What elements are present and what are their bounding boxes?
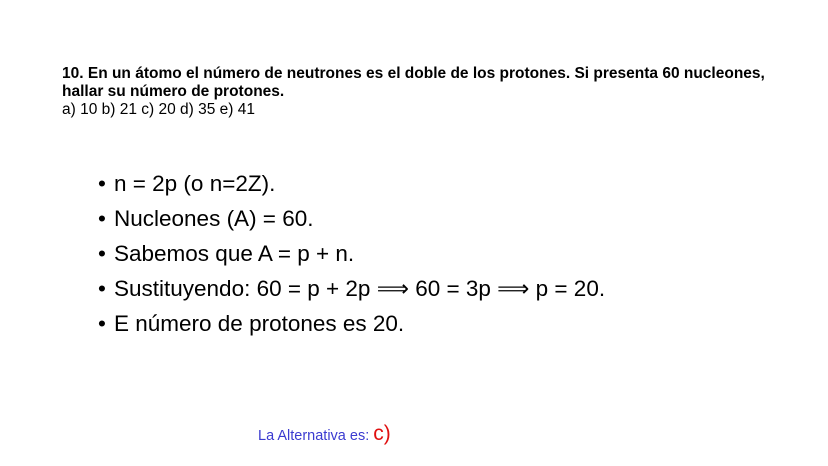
bullet-icon: •	[98, 241, 106, 266]
solution-step	[98, 201, 605, 236]
solution-step	[98, 271, 605, 306]
bullet-icon: •	[98, 276, 106, 301]
solution-step-text: Sabemos que A = p + n.	[114, 241, 355, 266]
solution-step-text: E número de protones es 20.	[114, 311, 405, 336]
question-title: 10. En un átomo el número de neutrones es el doble de los protones. Si presenta 60 nucleones, hallar su número de protones.	[62, 65, 765, 100]
solution-step-text: Nucleones (A) = 60.	[114, 206, 314, 231]
question-block	[62, 65, 782, 119]
solution-step-text: n = 2p (o n=2Z).	[114, 171, 276, 196]
answer-value: c)	[373, 422, 391, 445]
bullet-icon: •	[98, 171, 106, 196]
solution-step	[98, 166, 605, 201]
solution-step-text: Sustituyendo: 60 = p + 2p ⟹ 60 = 3p ⟹ p = 20.	[114, 276, 606, 301]
bullet-icon: •	[98, 311, 106, 336]
answer-line	[258, 422, 391, 446]
question-options: a) 10 b) 21 c) 20 d) 35 e) 41	[62, 101, 256, 118]
bullet-icon: •	[98, 206, 106, 231]
solution-steps	[98, 166, 605, 341]
solution-step	[98, 306, 605, 341]
answer-label: La Alternativa es:	[258, 428, 374, 444]
solution-step	[98, 236, 605, 271]
